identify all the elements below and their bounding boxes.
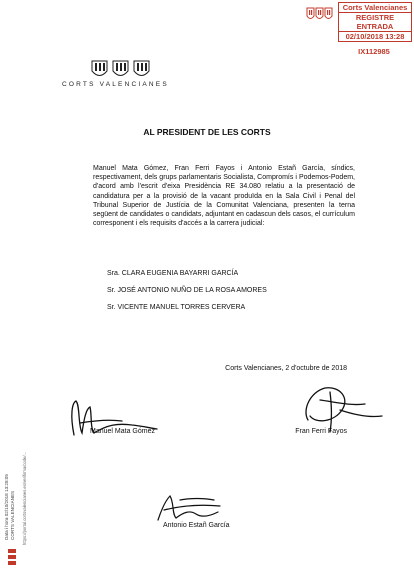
candidate-list: [107, 265, 267, 316]
place-date: Corts Valencianes, 2 d'octubre de 2018: [225, 365, 347, 372]
candidate-item: Sra. CLARA EUGENIA BAYARRI GARCÍA: [107, 270, 239, 277]
corts-logo-icon: [90, 58, 152, 80]
signature-estan-icon: [150, 486, 230, 526]
stamp-registry-label: REGISTRE ENTRADA: [339, 12, 411, 31]
signatory-name-estan: Antonio Estañ García: [163, 522, 230, 529]
logo-text: CORTS VALENCIANES: [62, 81, 169, 88]
margin-note-line: Data i hora 02/10/2018 13:28:05: [4, 474, 9, 540]
candidate-item: Sr. VICENTE MANUEL TORRES CERVERA: [107, 304, 246, 311]
verification-url: https://portal.cortsvalencianes.es/verifirma/code/...: [22, 451, 27, 545]
stamp-datetime: 02/10/2018 13:28: [339, 31, 411, 41]
signatory-name-ferri: Fran Ferri Fayos: [295, 428, 347, 435]
margin-note-line: CORTS VALENCIANES: [9, 490, 15, 540]
margin-note: [4, 474, 15, 540]
signatory-name-mata: Manuel Mata Gómez: [90, 428, 155, 435]
stamp-emblem-icon: [304, 4, 334, 24]
document-title: AL PRESIDENT DE LES CORTS: [143, 127, 271, 137]
body-paragraph: Manuel Mata Gómez, Fran Ferri Fayos i Antonio Estañ García, síndics, respectivament, dels grups parlamentaris Socialista, Compromís i Podemos-Podem, d'acord amb l'escrit d'eixa Presidència RE 34.080 relatiu a la presentació de candidatura per a la provisió de la vacant produïda en la Sala Civil i Penal del Tribunal Superior de Justícia de la Comunitat Valenciana, presenten la terna següent de candidates o candidats, adjuntant en cadascun dels casos, el currículum corresponent i els requisits d'accés a la carrera judicial:: [93, 165, 355, 228]
registry-stamp: [338, 2, 412, 42]
candidate-item: Sr. JOSÉ ANTONIO NUÑO DE LA ROSA AMORES: [107, 287, 267, 294]
signature-ferri-icon: [280, 380, 390, 435]
margin-emblem-icon: [5, 548, 19, 568]
stamp-entry-id: IX112985: [358, 47, 390, 56]
stamp-institution: Corts Valencianes: [342, 3, 408, 12]
